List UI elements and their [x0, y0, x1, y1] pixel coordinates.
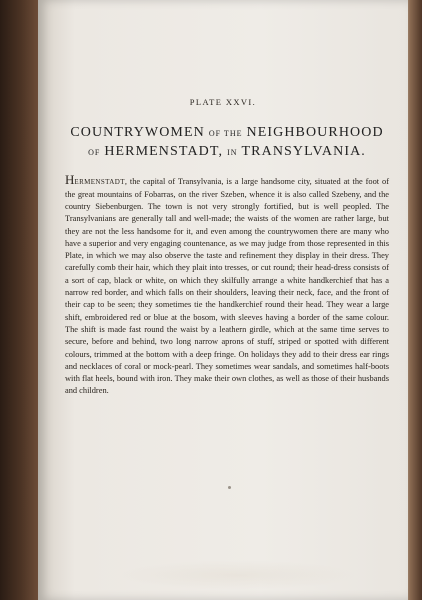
- lead-word-small-caps: ERMENSTADT: [74, 178, 125, 187]
- title-line-2: [52, 142, 402, 161]
- plate-label: PLATE XXVI.: [189, 97, 257, 107]
- page-stain: [118, 560, 358, 590]
- title-word-in: IN: [227, 148, 238, 157]
- page-title: [52, 123, 402, 161]
- title-line-1: [52, 123, 402, 142]
- title-word-neighbourhood: NEIGHBOURHOOD: [246, 125, 384, 140]
- book-page: [38, 0, 408, 600]
- body-text: , the capital of Transylvania, is a large handsome city, situated at the foot of the great mountains of Fobarras, on the river Szeben, whence it is also called Szebeny, and the country Siebenburgen. The town is not very strongly fortified, but is well peopled. The Transylvanians are generally tall and well-made; the waists of the women are rather large, but they are not the less handsome for it, and even among the countrywomen there are many who have a superior and very engaging countenance, as we may judge from those represented in this Plate, in which we may also observe the taste and refinement they display in their dress. They carefully comb their hair, which they plait into tresses, or cut round; their head-dress consists of a sort of cap, black or white, on which they skilfully arrange a white handkerchief that has a narrow red border, and which falls on their shoulders, leaving their neck, face, and the front of their cap to be seen; they sometimes tie the handkerchief round their head. They wear a large shift, embroidered red or blue at the bosom, with sleeves having a border of the same colour. The shift is made fast round the waist by a leathern girdle, which at the same time serves to secure, before and behind, two long narrow aprons of stuff, striped or spotted with different colours, trimmed at the bottom with a deep fringe. On holidays they add to their dress ear rings and necklaces of coral or mock-pearl. They sometimes wear sandals, and sometimes half-boots with flat heels, bound with iron. They make their own clothes, as well as those of their husbands and children.: [65, 177, 389, 396]
- title-word-countrywomen: COUNTRYWOMEN: [70, 125, 205, 140]
- page-speck: [228, 486, 231, 489]
- title-word-of: OF: [88, 148, 101, 157]
- title-word-hermenstadt: HERMENSTADT,: [104, 144, 224, 159]
- body-paragraph: [65, 174, 389, 397]
- title-word-transylvania: TRANSYLVANIA.: [241, 144, 366, 159]
- drop-letter: H: [65, 172, 75, 188]
- title-word-of-the: OF THE: [208, 129, 243, 138]
